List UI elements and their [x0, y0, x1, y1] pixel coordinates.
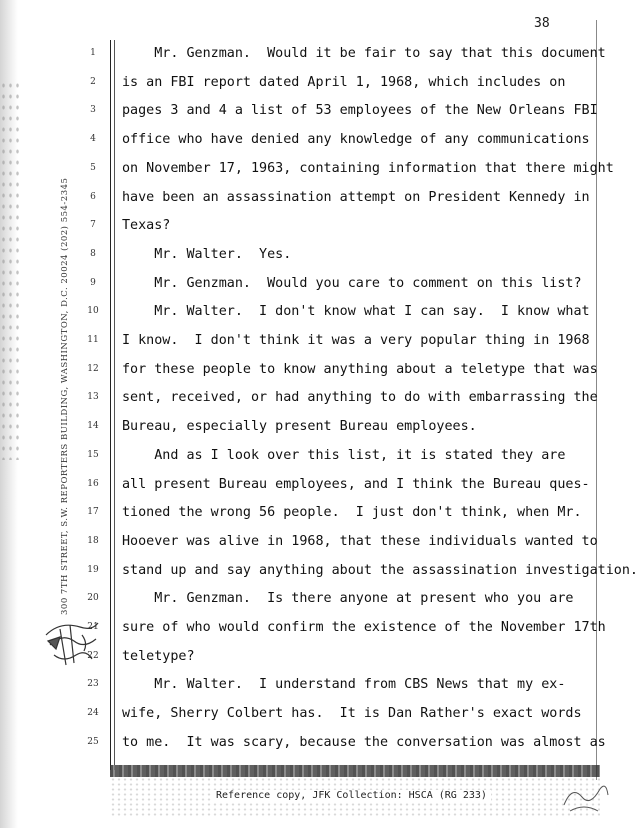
line-number: 3 — [90, 105, 96, 116]
stamp-seal-icon — [40, 615, 104, 671]
line-number: 20 — [87, 593, 99, 604]
line-number: 23 — [87, 679, 99, 690]
transcript-line: teletype? — [122, 648, 195, 664]
transcript-line: on November 17, 1963, containing information that there might — [122, 160, 614, 176]
line-number: 4 — [90, 134, 96, 145]
scan-bottom-artifact — [110, 765, 600, 777]
reporter-address-margin: 300 7TH STREET, S.W. REPORTERS BUILDING, WASHINGTON, D.C. 20024 (202) 554-2345 — [60, 177, 70, 615]
transcript-line: have been an assassination attempt on President Kennedy in — [122, 189, 590, 205]
line-number: 2 — [90, 76, 96, 87]
line-number: 17 — [87, 507, 99, 518]
line-number: 22 — [87, 650, 99, 661]
line-number: 25 — [87, 736, 99, 747]
transcript-line: is an FBI report dated April 1, 1968, which includes on — [122, 74, 566, 90]
line-number: 16 — [87, 478, 99, 489]
transcript-line: sent, received, or had anything to do with embarrassing the — [122, 390, 598, 406]
transcript-line: office who have denied any knowledge of any communications — [122, 132, 590, 148]
line-number: 7 — [90, 220, 96, 231]
transcript-line: stand up and say anything about the assassination investigation. — [122, 562, 638, 578]
transcript-line: pages 3 and 4 a list of 53 employees of the New Orleans FBI — [122, 103, 598, 119]
left-margin-rule-inner — [114, 40, 115, 770]
line-number: 6 — [90, 191, 96, 202]
line-number: 9 — [90, 277, 96, 288]
line-number: 15 — [87, 449, 99, 460]
transcript-line: Mr. Genzman. Is there anyone at present who you are — [122, 591, 574, 607]
line-number: 10 — [87, 306, 99, 317]
line-number: 24 — [87, 708, 99, 719]
scan-noise — [0, 80, 22, 460]
transcript-line: for these people to know anything about a teletype that was — [122, 361, 598, 377]
transcript-line: to me. It was scary, because the conversation was almost as — [122, 734, 606, 750]
line-number: 18 — [87, 535, 99, 546]
page-number: 38 — [534, 16, 550, 31]
line-number: 21 — [87, 622, 99, 632]
transcript-line: wife, Sherry Colbert has. It is Dan Rather's exact words — [122, 706, 582, 722]
line-number: 8 — [90, 248, 96, 259]
transcript-line: sure of who would confirm the existence of the November 17th — [122, 620, 606, 635]
corner-mark-icon — [560, 775, 610, 815]
transcript-line: Bureau, especially present Bureau employees. — [122, 419, 477, 435]
line-number: 14 — [87, 421, 99, 432]
transcript-line: Mr. Walter. Yes. — [122, 246, 292, 262]
line-number: 13 — [87, 392, 99, 403]
transcript-line: I know. I don't think it was a very popular thing in 1968 — [122, 333, 590, 348]
footer-reference: Reference copy, JFK Collection: HSCA (RG 233) — [212, 790, 491, 801]
line-number: 5 — [90, 162, 96, 173]
line-number: 11 — [87, 335, 99, 345]
transcript-line: all present Bureau employees, and I think the Bureau ques- — [122, 476, 590, 492]
transcript-line: Mr. Walter. I understand from CBS News that my ex- — [122, 677, 566, 693]
line-number: 12 — [87, 363, 99, 374]
transcript-line: Hooever was alive in 1968, that these individuals wanted to — [122, 533, 598, 549]
transcript-line: Mr. Walter. I don't know what I can say. I know what — [122, 304, 590, 320]
line-number: 19 — [87, 564, 99, 575]
left-margin-rule — [110, 40, 111, 770]
transcript-line: Texas? — [122, 218, 171, 234]
transcript-line: And as I look over this list, it is stated they are — [122, 447, 566, 463]
line-number: 1 — [90, 48, 96, 58]
transcript-line: Mr. Genzman. Would it be fair to say that this document — [122, 46, 606, 61]
transcript-line: tioned the wrong 56 people. I just don't think, when Mr. — [122, 505, 582, 521]
transcript-line: Mr. Genzman. Would you care to comment on this list? — [122, 275, 582, 291]
